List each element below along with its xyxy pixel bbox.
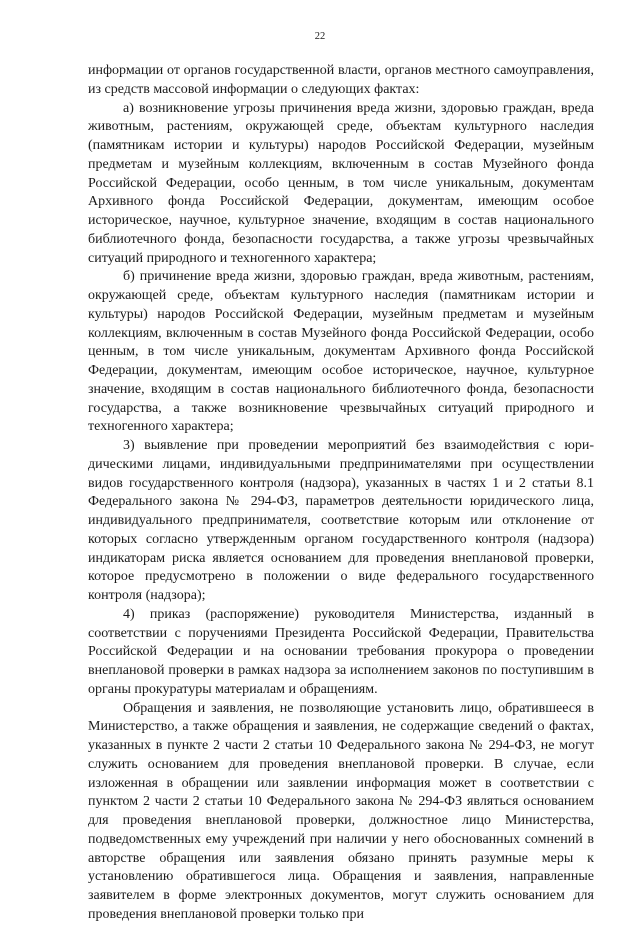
paragraph-item-b: б) причинение вреда жизни, здоровью граждан, вреда животным, растениям, окружающей среде, объектам культурного наследия (памятникам истории и культуры) народов Российской Федерации, музейным предметам и музейным коллекциям, включенным в состав Музейного фонда Российской Федерации, особо ценным, в том числе уникальным, документам Архивного фонда Российской Федерации, документам, имеющим особое историческое, научное, культурное значение, входящим в состав национального библиотечного фонда, безопасности государства, а также возникновение чрезвычайных ситуаций природного и техногенного характера; xyxy=(88,269,594,435)
document-body xyxy=(88,62,594,925)
paragraph-item-a: а) возникновение угрозы причинения вреда жизни, здоровью граждан, вреда животным, растениям, окружающей среде, объектам культурного наследия (памятникам истории и культуры) народов Российской Федерации, музейным предметам и музейным коллекциям, включенным в состав Музейного фонда Российской Федерации, особо ценным, в том числе уникальным, документам Архивного фонда Российской Федерации, документам, имеющим особое историческое, научное, культурное значение, входящим в состав национального библиотечного фонда, безопасности государства, а также угрозы чрезвычайных ситуаций природного и техногенного характера; xyxy=(88,100,594,266)
page-number: 22 xyxy=(314,31,326,42)
paragraph-continuation: информации от органов государственной власти, органов местного самоуправления, из средств массовой информации о следующих фактах: xyxy=(88,63,594,97)
paragraph-item-4: 4) приказ (распоряжение) руководителя Министерства, изданный в соответствии с поручениями Президента Российской Федерации, Правительства Российской Федерации и на основании требования прокурора о проведении внеплановой проверки в рамках надзора за исполнением законов по поступившим в органы прокуратуры материалам и обращениям. xyxy=(88,606,594,697)
paragraph-item-3: 3) выявление при проведении мероприятий без взаимодействия с юридическими лицами, индивидуальными предпринимателями при осуществлении видов государственного контроля (надзора), указанных в частях 1 и 2 статьи 8.1 Федерального закона № 294-ФЗ, параметров деятельности юридического лица, индивидуального предпринимателя, соответствие которым или отклонение от которых согласно утвержденным органом государственного контроля (надзора) индикаторам риска является основанием для проведения внеплановой проверки, которое предусмотрено в положении о виде федерального государственного контроля (надзора); xyxy=(88,438,594,603)
paragraph-appeals: Обращения и заявления, не позволяющие установить лицо, обратившееся в Министерство, а также обращения и заявления, не содержащие сведений о фактах, указанных в пункте 2 части 2 статьи 10 Федерального закона № 294-ФЗ, не могут служить основанием для проведения внеплановой проверки. В случае, если изложенная в обращении или заявлении информация может в соответствии с пунктом 2 части 2 статьи 10 Федерального закона № 294-ФЗ являться основанием для проведения внеплановой проверки, должностное лицо Министерства, подведомственных ему учреждений при наличии у него обоснованных сомнений в авторстве обращения или заявления обязано принять разумные меры к установлению обратившегося лица. Обращения и заявления, направленные заявителем в форме электронных документов, могут служить основанием для проведения внеплановой проверки только при xyxy=(88,700,594,922)
